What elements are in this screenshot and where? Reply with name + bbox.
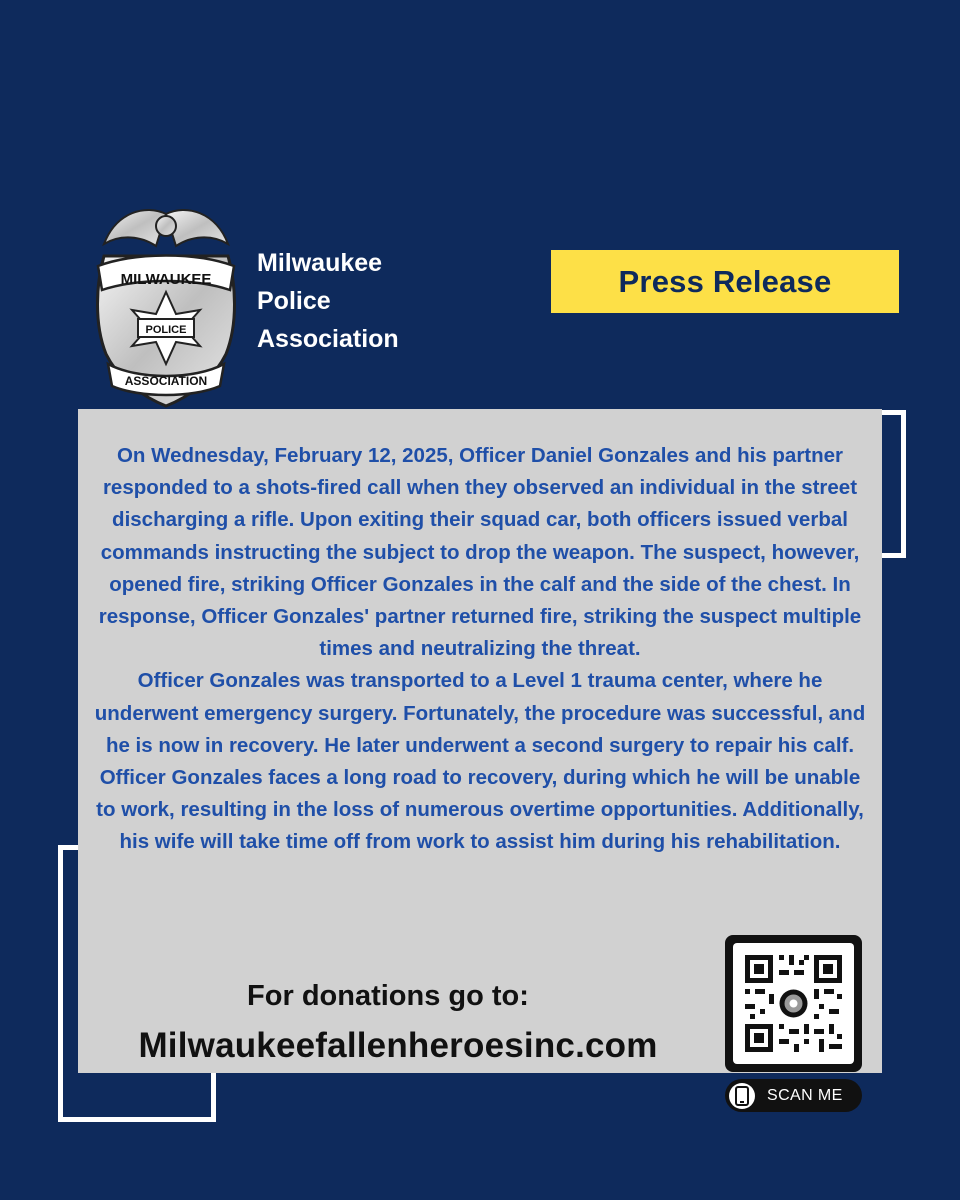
press-release-label: Press Release [618,263,832,299]
donations-url[interactable]: Milwaukeefallenheroesinc.com [138,1026,658,1065]
police-badge-icon [86,204,246,410]
scan-me-label: SCAN ME [767,1086,843,1104]
badge-bottom-text: ASSOCIATION [124,374,208,388]
body-paragraph: Officer Gonzales faces a long road to recovery, during which he will be unable to work, resulting in the loss of numerous overtime opportunities. Additionally, his wife will take time off from work to assist him during his rehabilitation. [96,766,864,854]
badge-center-text: POLICE [145,324,187,336]
qr-code-surface [733,943,854,1064]
badge-top-text: MILWAUKEE [120,271,212,288]
org-name-line: Milwaukee [257,249,383,277]
org-name-line: Police [257,287,331,315]
donations-label: For donations go to: [247,980,529,1012]
body-paragraph: Officer Gonzales was transported to a Level 1 trauma center, where he underwent emergency surgery. Fortunately, the procedure was successful, and he is now in recovery. He later underwent a second surgery to repair his calf. [94,669,866,757]
scan-me-button[interactable] [725,1079,862,1112]
press-release-banner [551,250,899,313]
press-release-body [92,440,868,859]
org-name-line: Association [257,325,399,353]
phone-icon [729,1083,755,1109]
qr-code-icon [733,943,854,1064]
body-paragraph: On Wednesday, February 12, 2025, Officer Daniel Gonzales and his partner responded to a shots-fired call when they observed an individual in the street discharging a rifle. Upon exiting their squad car, both officers issued verbal commands instructing the subject to drop the weapon. The suspect, however, opened fire, striking Officer Gonzales in the calf and the side of the chest. In response, Officer Gonzales' partner returned fire, striking the suspect multiple times and neutralizing the threat. [98,444,862,661]
qr-code[interactable] [725,935,862,1072]
organization-name [257,244,399,358]
